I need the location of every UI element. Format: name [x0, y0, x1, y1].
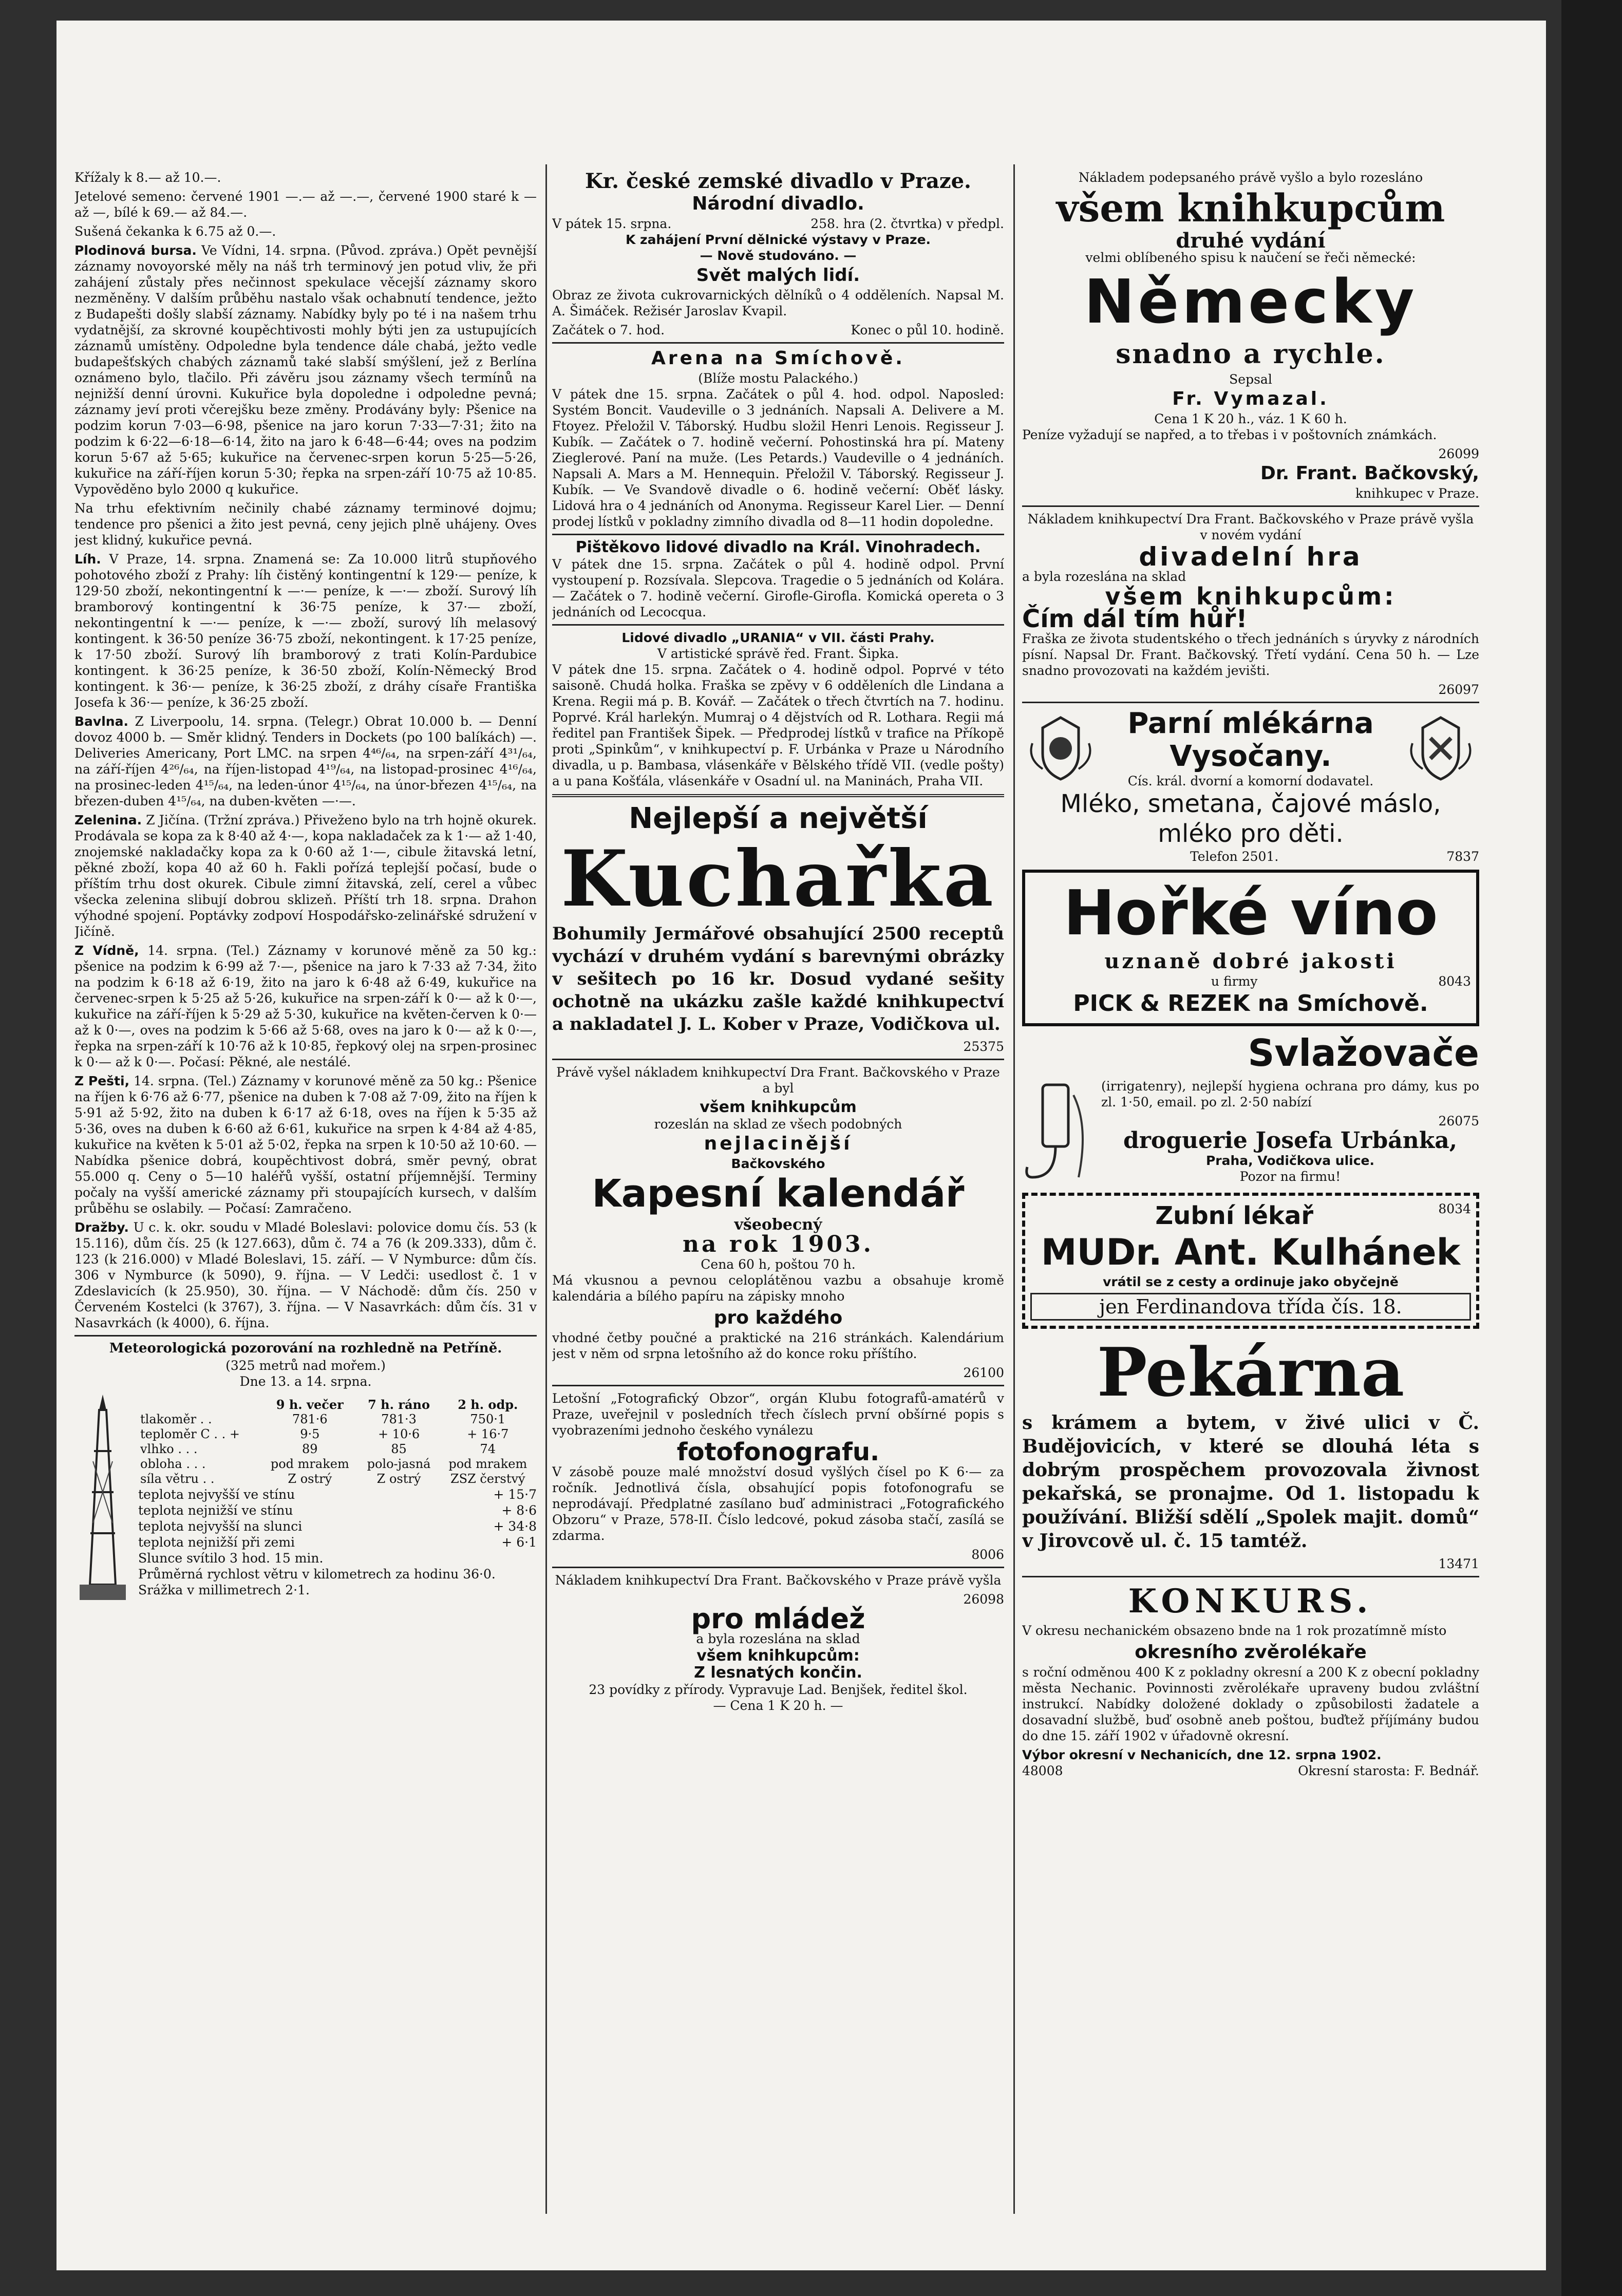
article-heading: Zelenina. [74, 813, 142, 827]
foto-title: fotofonografu. [676, 1438, 880, 1466]
ad-number: 48008 [1022, 1763, 1063, 1778]
ad-number: 25375 [963, 1039, 1004, 1054]
article-heading: Plodinová bursa. [74, 243, 197, 258]
mlekarna-line: mléko pro děti. [1158, 819, 1344, 848]
divider [1022, 1576, 1479, 1577]
divider [74, 1335, 537, 1337]
mladez-title: pro mládež [691, 1603, 865, 1635]
hra-description: Fraška ze života studentského o třech jednáních s úryvky z národních písní. Napsal Dr. Frant. Bačkovský. Třetí vydání. Cena 50 h. — Lze snadno provozovati na každém jevišti. [1022, 631, 1479, 678]
article-heading: Z Vídně, [74, 943, 139, 958]
meteo-row [138, 1457, 537, 1472]
publisher-name: Dr. Frant. Bačkovský, [1260, 463, 1479, 484]
zubni-text: vrátil se z cesty a ordinuje jako obyčejně [1103, 1274, 1399, 1289]
market-text: Na trhu efektivním nečinily chabé záznamy terminové dojmu; tendence pro pšenici a žito jest pevná, ceny jejich plně uhájeny. Oves jest klidný, kukuřice pevná. [74, 501, 537, 548]
kalendar-description: Má vkusnou a pevnou celoplátěnou vazbu a obsahuje kromě kalendária a bílého papíru na zápisky mnoho [552, 1273, 1004, 1304]
meteo-row [138, 1442, 537, 1457]
article-heading: Bavlna. [74, 714, 128, 729]
theatre-note: — Nově studováno. — [700, 248, 857, 263]
mlekarna-title: Parní mlékárna [1127, 707, 1374, 740]
market-text: Křížaly k 8.— až 10.—. [74, 170, 221, 185]
meteo-sun: Slunce svítilo 3 hod. 15 min. [138, 1550, 324, 1566]
theatre-number: 258. hra (2. čtvrtka) v předpl. [810, 216, 1004, 231]
meteo-cell: síla větru . . [140, 1471, 215, 1486]
svlaz-warning: Pozor na firmu! [1239, 1169, 1341, 1184]
meteo-cell: 781·6 [292, 1412, 328, 1426]
pekarna-text: s krámem a bytem, v živé ulici v Č. Budějovicích, v které se dlouhá léta s dobrým prospěchem provozovala živnost pekařská, se pronajme. Od 1. listopadu k používání. Bližší sdělí „Spolek majit. domů“ v Jirovcově ul. č. 15 tamtéž. [1022, 1412, 1479, 1552]
article-body: U c. k. okr. soudu v Mladé Boleslavi: polovice domu čís. 53 (k 15.116), dům čís. 25 (k 127.663), dům č. 74 a 76 (k 209.333), dům č. 123 (k 216.000) v Mladé Boleslavi, 15. září. — V Nymburce: dům čís. 306 v Nymburce (k 5090), 9. října. — V Ledči: usedlost č. 1 v Zdeslavicích (k 25.950), 30. října. — V Náchodě: dům čís. 250 v Červeném Kostelci (k 3767), 3. října. — V Nasavrkách: dům čís. 31 v Nasavrkách (k 4000), 6. října. [74, 1220, 537, 1330]
ad-number: 26098 [963, 1592, 1004, 1607]
konkurs-footer [1022, 1763, 1479, 1779]
svlaz-address: Praha, Vodičkova ulice. [1205, 1153, 1375, 1168]
kucharka-heading: Nejlepší a největší [629, 802, 928, 835]
meteo-temp-row [138, 1486, 537, 1502]
meteo-cell: obloha . . . [140, 1456, 206, 1471]
market-text: Jetelové semeno: červené 1901 —.— až —.—, červené 1900 staré k — až —, bílé k 69.— až 84.—. [74, 189, 537, 220]
vino-title: Hořké víno [1063, 878, 1438, 949]
meteo-header-cell: 9 h. večer [276, 1397, 344, 1412]
theatre-title: Národní divadlo. [692, 193, 864, 214]
zubni-address: jen Ferdinandova třída čís. 18. [1030, 1293, 1471, 1321]
middle-column [552, 170, 1004, 2214]
ad-number: 8006 [971, 1547, 1004, 1562]
article-body: Z Jičína. (Tržní zpráva.) Přiveženo bylo na trh hojně okurek. Prodávala se kopa za k 8·40 až 4·—, kopa nakladaček za k 1·— až 1·40, znojemské nakladačky kopa za k 0·60 až 1·—, cibule žitavská letní, pěkné zboží, kopa 40 až 60 h. Fakli pořízá teplejší počasí, bude o příštím trhu dost okurek. Cibule zimní žitavská, zelí, cerel a vůbec všecka zelenina slibují dobrou sklizeň. Příští trh 18. srpna. Drahon výhodné spojení. Poptávky zodpoví Hospodářsko-zelinářské sdružení v Jičíně. [74, 813, 537, 939]
ad-number: 7837 [1446, 849, 1479, 864]
divider [552, 624, 1004, 626]
meteo-rain: Srážka v millimetrech 2·1. [138, 1582, 310, 1597]
meteo-temp-label: teplota nejnižší při zemi [138, 1534, 295, 1550]
meteo-cell: 85 [391, 1441, 407, 1456]
mladez-sent: a byla rozeslána na sklad [696, 1631, 860, 1646]
market-article [74, 242, 537, 497]
kalendar-title: Kapesní kalendář [592, 1172, 965, 1216]
meteo-cell: + 16·7 [467, 1426, 509, 1441]
kalendar-year: na rok 1903. [683, 1231, 874, 1257]
pekarna-title: Pekárna [1097, 1333, 1405, 1412]
market-article [74, 943, 537, 1070]
meteo-subtitle: (325 metrů nad mořem.) [225, 1358, 386, 1373]
meteo-temp-row [138, 1534, 537, 1550]
konkurs-text: s roční odměnou 400 K z pokladny okresní a 200 K z obecní pokladny města Nechanic. Povinnosti zvěrolékaře upraveny budou zvláštní instrukcí. Nabídky doložené doklady o způsobilosti žadatele a dosavadní službě, buď osobně aneb poštou, buďtež příjímány budou do dne 15. září 1902 v úřadovně okresní. [1022, 1665, 1479, 1743]
divider [552, 534, 1004, 535]
theatre-text: V pátek dne 15. srpna. Začátek o půl 4. hod. odpol. Naposled: Systém Boncit. Vaudeville o 3 jednáních. Napsali A. Delivere a M. Ftoyez. Přeložil V. Táborský. Hudbu složil Henri Lenois. Regisseur J. Kubík. — Začátek o 7. hodině večerní. Pohostinská hra pí. Mateny Zieglerové. Paní na muže. (Les Petards.) Vaudeville o 4 jednáních. Napsali A. Mars a M. Hennequin. Přeložil V. Táborský. Regisseur J. Kubík. — Ve Svandově divadle o 6. hodině večerní: Oběť lásky. Lidová hra o 4 jednáních od Anonyma. Regisseur Karel Lier. — Denní prodej lístků v pokladny zimního divadla od 8—11 hodin dopoledne. [552, 387, 1004, 529]
ads-column [1022, 170, 1479, 2214]
nemecky-title: Německy [1084, 266, 1418, 337]
ad-number: 26075 [1438, 1113, 1479, 1128]
divider [1022, 702, 1479, 703]
ad-number: 8043 [1438, 974, 1471, 989]
divider [552, 1385, 1004, 1386]
meteo-temperatures [138, 1486, 537, 1550]
theatre-subtitle: V artistické správě řed. Frant. Šipka. [657, 646, 899, 661]
ad-number: 26099 [1438, 446, 1479, 461]
play-title: Svět malých lidí. [696, 265, 860, 286]
meteo-block [74, 1389, 537, 1605]
nemecky-by: Sepsal [1229, 372, 1272, 387]
mlekarna-subtitle: Cís. král. dvorní a komorní dodavatel. [1127, 774, 1374, 788]
divider [552, 1567, 1004, 1568]
meteo-row [138, 1427, 537, 1442]
irrigator-icon [1022, 1075, 1094, 1188]
kalendar-sent: rozeslán na sklad ze všech podobných [654, 1117, 902, 1132]
kucharka-text: Bohumily Jermářové obsahující 2500 receptů vychází v druhém vydání s barevnými obrázky v sešitech po 16 kr. Dosud vydané sešity ochotně na ukázku zašle každé knihkupectví a nakladatel J. L. Kober v Praze, Vodičkova ul. [552, 924, 1004, 1034]
mladez-lead: Nákladem knihkupectví Dra Frant. Bačkovského v Praze právě vyšla [555, 1573, 1002, 1588]
meteo-header-cell: 2 h. odp. [458, 1397, 518, 1412]
theatre-note: K zahájení První dělnické výstavy v Praze. [625, 232, 931, 247]
theatre-text: V pátek dne 15. srpna. Začátek o 4. hodině odpol. Poprvé v této saisoně. Chudá holka. Fraška se zpěvy v 6 odděleních dle Lindana a Krena. Regii má p. B. Kovář. — Začátek o třech čtvrtích na 7. hodinu. Poprvé. Král harlekýn. Mumraj o 4 dějstvích od R. Lothara. Regii má ředitel pan František Šipek. — Předprodej lístků v trafice na Příkopě proti „Spinkům“, v knihkupectví p. F. Urbánka v Praze u Národního divadla, u p. Bambasa, vlásenkáře v Bělského třídě VII. (vedle pošty) a u pana Košťála, vlásenkáře v Osadní ul. na Maninách, Praha VII. [552, 662, 1004, 788]
nemecky-description: velmi oblíbeného spisu k naučení se řeči německé: [1085, 250, 1416, 265]
kalendar-each: pro každého [713, 1307, 843, 1328]
vino-ad [1022, 870, 1479, 1026]
market-article [74, 812, 537, 939]
mlekarna-header [1022, 707, 1479, 789]
meteo-temp-value: + 8·6 [501, 1502, 537, 1518]
telephone: Telefon 2501. [1190, 849, 1279, 864]
konkurs-signature: Výbor okresní v Nechanicích, dne 12. srpna 1902. [1022, 1747, 1382, 1762]
meteo-temp-row [138, 1502, 537, 1518]
svlaz-title: Svlažovače [1248, 1031, 1479, 1075]
meteo-temp-value: + 6·1 [501, 1534, 537, 1550]
meteo-cell: vlhko . . . [140, 1441, 198, 1456]
article-body: Ve Vídni, 14. srpna. (Původ. zpráva.) Opět pevnější záznamy novoyorské měly na náš trh terminový jen potud vliv, že při zahájení zůstaly přes nečinnost spekulace věcejší záznamy skoro nezměněny. V dalším průběhu nastalo však ochabnutí tendence, ježto z Budapešti došly slabší záznamy. Nabídky byly po té i na našem trhu vydatnější, za skrovné koupěchtivosti mohly býti jen za ustupujících záznamů umístěny. Odpoledne byla tendence dále chabá, ježto vedle budapešťských chabých záznamů také slabší smýšlení, jež z Berlína oznámeno bylo, tlačilo. Při závěru jsou záznamy všech termínů na nejnižší denní úrovni. Kukuřice byla dopoledne i odpoledne pevná; záznamy jeví proti včerejšku beze změny. Prodávány byly: Pšenice na podzim korun 7·03—6·98, pšenice na jaro korun 7·33—7·31; žito na podzim k 6·22—6·18—6·14, žito na jaro k 6·48—6·44; oves na podzim korun 5·67 až 5·65; kukuřice na červenec-srpen korun 5·25—5·26, kukuřice na září-říjen korun 5·30; řepka na srpen-září 10·75 až 10·85. Vypověděno bylo 2000 q kukuřice. [74, 243, 537, 497]
nemecky-author: Fr. Vymazal. [1172, 388, 1329, 409]
meteo-cell: ZSZ čerstvý [450, 1471, 525, 1486]
mlekarna-footer [1022, 849, 1479, 864]
mladez-all: všem knihkupcům: [696, 1647, 860, 1665]
theatre-date-row [552, 216, 1004, 232]
book-price: — Cena 1 K 20 h. — [713, 1698, 843, 1713]
kucharka-title: Kuchařka [561, 834, 995, 924]
article-heading: Dražby. [74, 1220, 129, 1235]
foto-text: Letošní „Fotografický Obzor“, orgán Klubu fotografů-amatérů v Praze, uveřejnil v posledních třech číslech první obšírné popis s vyobrazeními jednoho českého vynálezu [552, 1391, 1004, 1438]
nemecky-edition: druhé vydání [1176, 229, 1326, 253]
meteo-cell: pod mrakem [448, 1456, 527, 1471]
hra-lead: Nákladem knihkupectví Dra Frant. Bačkovského v Praze právě vyšla v novém vydání [1027, 512, 1474, 542]
divider [1022, 505, 1479, 507]
meteo-cell: 750·1 [470, 1412, 506, 1426]
market-column [74, 170, 537, 2214]
meteo-cell: + 10·6 [378, 1426, 420, 1441]
article-body: V Praze, 14. srpna. Znamená se: Za 10.000 litrů stupňového pohotového zboží z Prahy: líh čistěný kontingentní k 129·— peníze, k 129·50 zboží, nekontingentní k —·— peníze, k —·— zboží. Surový líh bramborový kontingentní k 36·75 peníze, k 37·— zboží, nekontingentní k —·— peníze, k —·— zboží, surový líh melasový kontingent. k 36·50 peníze 36·75 zboží, nekontingent. k 17·25 peníze, k 17·50 zboží. Surový líh bramborový z trati Kolín-Pardubice kontingent. k 36·25 peníze, k 36·50 zboží, Kolín-Německý Brod kontingent. k 36·— peníze, k 36·25 zboží, z dráhy císaře Františka Josefa k 36·— peníze, k 36·25 zboží. [74, 552, 537, 710]
kalendar-price: Cena 60 h, poštou 70 h. [701, 1257, 856, 1272]
article-body: 14. srpna. (Tel.) Záznamy v korunové měně za 50 kg.: Pšenice na říjen k 6·76 až 6·77, pšenice na duben k 7·08 až 7·09, žito na říjen k 5·91 až 5·92, žito na duben k 6·17 až 6·18, oves na říjen k 5·35 až 5·36, oves na duben k 6·60 až 6·61, kukuřice na srpen k 4·84 až 4·85, kukuřice na květen k 5·01 až 5·02, řepka na srpen k 10·50 až 10·60. — Nabídka pšenice dobrá, koupěchtivost dobrá, směr pevný, obrat 55.000 q. Ceny o 5—10 haléřů vyšší, ostatní příjemnější. Terminy počaly na vyšší americké záznamy při stoupajících kursech, v dalším průběhu se oslabily. — Počasí: Zamračeno. [74, 1074, 537, 1216]
meteo-table [138, 1397, 537, 1486]
market-article [74, 1073, 537, 1216]
article-heading: Líh. [74, 552, 101, 567]
coat-of-arms-icon [1022, 712, 1099, 784]
petrin-tower-icon [74, 1389, 131, 1605]
meteo-cell: pod mrakem [270, 1456, 349, 1471]
meteo-wind: Průměrná rychlost větru v kilometrech za hodinu 36·0. [138, 1566, 496, 1582]
meteo-cell: Z ostrý [376, 1471, 421, 1486]
market-article [74, 713, 537, 809]
end-time: Konec o půl 10. hodině. [851, 323, 1004, 337]
divider [552, 1059, 1004, 1060]
market-article [74, 1219, 537, 1331]
meteo-temp-value: + 15·7 [493, 1486, 537, 1502]
book-title: Z lesnatých končin. [694, 1664, 862, 1682]
nemecky-payment: Peníze vyžadují se napřed, a to třebas i v poštovních známkách. [1022, 427, 1437, 442]
zubni-ad [1022, 1193, 1479, 1329]
theatre-text: V pátek dne 15. srpna. Začátek o půl 4. hodině odpol. První vystoupení p. Rozsívala. Slepcova. Tragedie o 5 jednáních od Kolára. — Začátek o 7. hodině večerní. Girofle-Girofla. Komická opereta o 3 jednáních od Lecocqua. [552, 557, 1004, 619]
meteo-temp-label: teplota nejnižší ve stínu [138, 1502, 293, 1518]
nemecky-lead: Nákladem podepsaného právě vyšlo a bylo rozesláno [1078, 170, 1423, 185]
zubni-header [1030, 1201, 1471, 1231]
nemecky-price: Cena 1 K 20 h., váz. 1 K 60 h. [1154, 411, 1347, 426]
column-rule [1013, 164, 1015, 2214]
divider [552, 794, 1004, 797]
foto-text: V zásobě pouze malé množství dosud vyšlých čísel po K 6·— za ročník. Jednotlivá čísla, obsahující popis fotofonografu se neprodávají. Předplatné zasílano buď administraci „Fotografického Obzoru“ v Praze, 578-II. Číslo ledcové, pokud zásoba stačí, zasílá se zdarma. [552, 1464, 1004, 1543]
vino-firm-label: u firmy [1211, 974, 1258, 989]
zubni-title: Zubní lékař [1155, 1201, 1314, 1230]
meteo-cell: Z ostrý [288, 1471, 332, 1486]
meteo-cell: 89 [302, 1441, 318, 1456]
market-text: Sušená čekanka k 6.75 až 0.—. [74, 224, 276, 239]
konkurs-title: KONKURS. [1128, 1582, 1373, 1621]
theatre-title: Pištěkovo lidové divadlo na Král. Vinohradech. [575, 538, 981, 556]
ad-number: 26097 [1438, 682, 1479, 697]
divider [552, 342, 1004, 344]
zubni-name: MUDr. Ant. Kulhánek [1041, 1231, 1461, 1273]
kalendar-all: všem knihkupcům [700, 1098, 857, 1116]
hra-title: divadelní hra [1139, 542, 1363, 572]
meteo-cell: 781·3 [381, 1412, 417, 1426]
column-rule [545, 164, 547, 2214]
theatre-date: V pátek 15. srpna. [552, 216, 672, 231]
nemecky-subtitle: snadno a rychle. [1116, 338, 1386, 370]
meteo-temp-value: + 34·8 [493, 1518, 537, 1534]
meteo-row [138, 1412, 537, 1427]
mlekarna-title2: Vysočany. [1170, 740, 1332, 773]
meteo-date: Dne 13. a 14. srpna. [239, 1374, 372, 1389]
meteo-header-cell: 7 h. ráno [368, 1397, 430, 1412]
svlaz-text: (irrigatenry), nejlepší hygiena ochrana pro dámy, kus po zl. 1·50, email. po zl. 2·50 nabízí [1101, 1078, 1479, 1109]
article-body: Z Liverpoolu, 14. srpna. (Telegr.) Obrat 10.000 b. — Denní dovoz 4000 b. — Směr klidný. Tenders in Dockets (po 100 balíkách) —. Deliveries Americany, Port LMC. na srpen 4⁴⁶/₆₄, na srpen-září 4³¹/₆₄, na září-říjen 4²⁶/₆₄, na říjen-listopad 4¹⁹/₆₄, na listopad-prosinec 4¹⁶/₆₄, na prosinec-leden 4¹⁵/₆₄, na leden-únor 4¹⁵/₆₄, na únor-březen 4¹⁵/₆₄, na březen-duben 4¹⁵/₆₄, na duben-květen —·—. [74, 714, 537, 808]
meteo-temp-row [138, 1518, 537, 1534]
article-heading: Z Pešti, [74, 1074, 130, 1088]
meteo-title: Meteorologická pozorování na rozhledně na Petříně. [109, 1341, 502, 1356]
meteo-cell: polo-jasná [367, 1456, 431, 1471]
kalendar-description: vhodné četby poučné a praktické na 216 stránkách. Kalendárium jest v něm od srpna letošního až do konce roku příštího. [552, 1330, 1004, 1361]
vino-subtitle: uznaně dobré jakosti [1104, 949, 1397, 973]
meteo-cell: 9·5 [300, 1426, 320, 1441]
vino-firm-row [1030, 973, 1471, 989]
theatre-title: Arena na Smíchově. [651, 348, 905, 369]
play-description: Obraz ze života cukrovarnických dělníků o 4 odděleních. Napsal M. A. Šimáček. Režisér Jaroslav Kvapil. [552, 288, 1004, 318]
vino-firm-name: PICK & REZEK na Smíchově. [1073, 990, 1428, 1017]
coat-of-arms-icon [1402, 712, 1479, 784]
ad-number: 8034 [1438, 1201, 1471, 1216]
meteo-cell: 74 [480, 1441, 496, 1456]
kalendar-general: všeobecný [734, 1216, 822, 1234]
kalendar-publisher: Bačkovského [731, 1156, 825, 1171]
play-title: Čím dál tím hůř! [1022, 605, 1248, 633]
publisher-title: knihkupec v Praze. [1355, 486, 1479, 501]
svlaz-body [1022, 1075, 1479, 1188]
svlaz-firm: droguerie Josefa Urbánka, [1123, 1127, 1458, 1154]
kalendar-cheap: nejlacinější [704, 1133, 853, 1154]
meteo-temp-label: teplota nejvyšší na slunci [138, 1518, 303, 1534]
start-time: Začátek o 7. hod. [552, 323, 665, 337]
meteo-row [138, 1472, 537, 1486]
hra-sent: a byla rozeslána na sklad [1022, 569, 1186, 584]
mlekarna-line: Mléko, smetana, čajové máslo, [1060, 789, 1441, 818]
theatre-header: Kr. české zemské divadlo v Praze. [585, 170, 971, 193]
konkurs-mayor: Okresní starosta: F. Bednář. [1298, 1763, 1479, 1778]
book-description: 23 povídky z přírody. Vypravuje Lad. Benjšek, ředitel škol. [589, 1682, 968, 1697]
meteo-temp-label: teplota nejvyšší ve stínu [138, 1486, 295, 1502]
meteo-header-cell [138, 1397, 261, 1412]
theatre-subtitle: (Blíže mostu Palackého.) [698, 371, 858, 386]
book-spine [1561, 0, 1622, 2296]
kalendar-lead: Právě vyšel nákladem knihkupectví Dra Frant. Bačkovského v Praze a byl [556, 1065, 1000, 1096]
konkurs-position: okresního zvěrolékaře [1135, 1642, 1367, 1663]
theatre-title: Lidové divadlo „URANIA“ v VII. části Prahy. [621, 630, 935, 645]
ad-number: 13471 [1438, 1556, 1479, 1571]
konkurs-text: V okresu nechanickém obsazeno bnde na 1 rok prozatímně místo [1022, 1623, 1447, 1638]
meteo-cell: teploměr C . . + [140, 1426, 240, 1441]
nemecky-all: všem knihkupcům [1056, 186, 1445, 231]
meteo-cell: tlakoměr . . [140, 1412, 212, 1426]
market-article [74, 551, 537, 710]
theatre-time-row [552, 322, 1004, 338]
article-body: 14. srpna. (Tel.) Záznamy v korunové měně za 50 kg.: pšenice na podzim k 6·99 až 7·—, pšenice na jaro k 7·33 až 7·34, žito na podzim k 6·18 až 6·19, žito na jaro k 6·48 až 6·49, kukuřice na červenec-srpen k 5·25 až 5·26, kukuřice na srpen-září k 0·— až k 0·—, kukuřice na září-říjen k 5·29 až 5·30, kukuřice na květen-červen k 0·— až k 0·—, oves na podzim k 5·66 až 5·68, oves na jaro k 0·— až k 0·—, řepka na srpen-září k 10·76 až k 10·85, řepkový olej na srpen-prosinec k 0·— až k 0·—. Počasí: Pěkné, ale nestálé. [74, 943, 537, 1069]
ad-number: 26100 [963, 1365, 1004, 1380]
hra-all: všem knihkupcům: [1105, 582, 1397, 610]
